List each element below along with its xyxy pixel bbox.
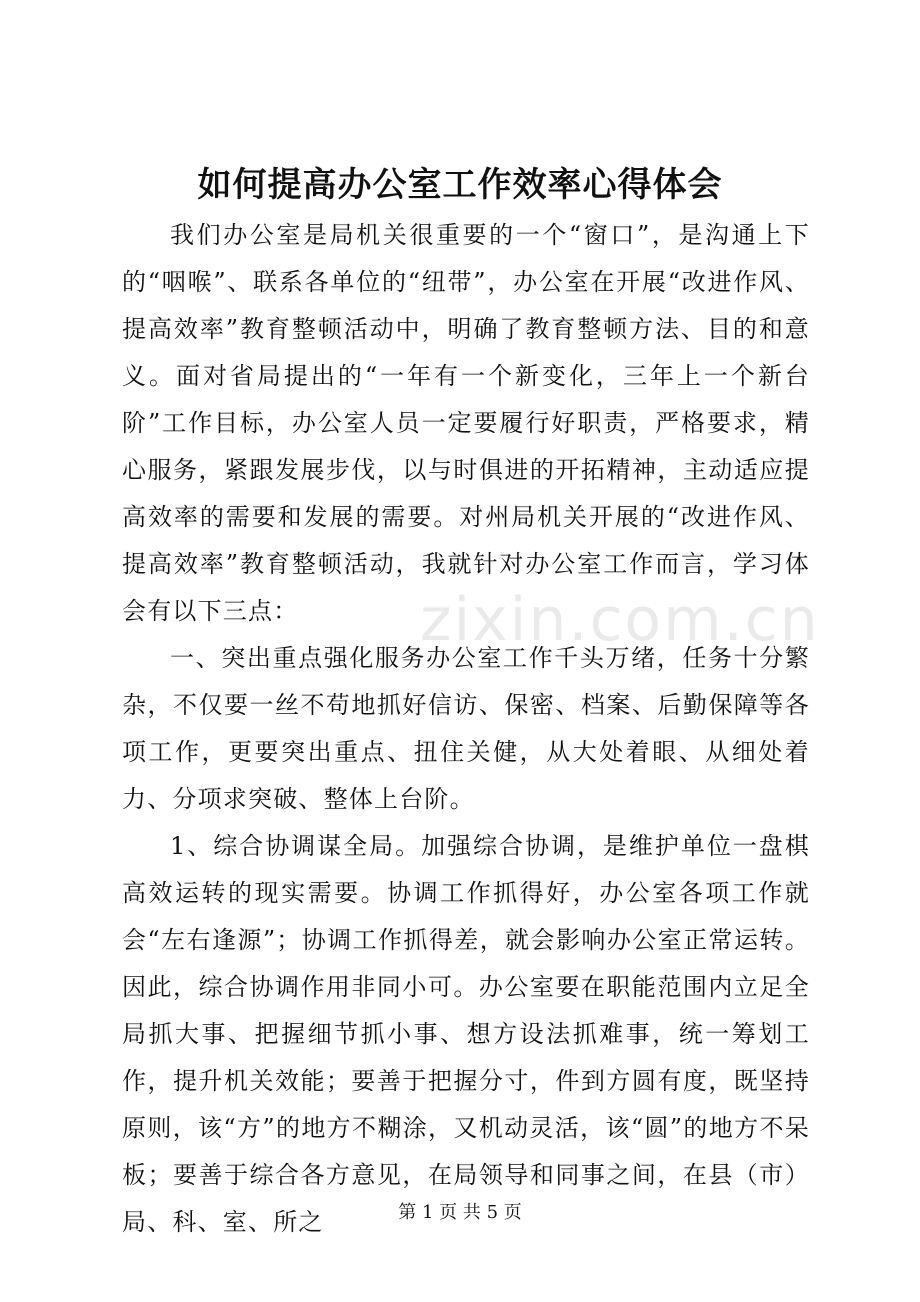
page-footer: 第 1 页 共 5 页 [398,1202,522,1223]
document-body [122,212,810,1246]
paragraph-section-one: 一、突出重点强化服务办公室工作千头万绪，任务十分繁杂，不仅要一丝不苟地抓好信访、保密、档案、后勤保障等各项工作，更要突出重点、扭住关健，从大处着眼、从细处着力、分项求突破、整体上台阶。 [122,644,810,813]
paragraph-point-one: 1、综合协调谋全局。加强综合协调，是维护单位一盘棋高效运转的现实需要。协调工作抓得好，办公室各项工作就会“左右逢源”；协调工作抓得差，就会影响办公室正常运转。因此，综合协调作用非同小可。办公室要在职能范围内立足全局抓大事、把握细节抓小事、想方设法抓难事，统一筹划工作，提升机关效能；要善于把握分寸，件到方圆有度，既坚持原则，该“方”的地方不糊涂，又机动灵活，该“圆”的地方不呆板；要善于综合各方意见，在局领导和同事之间，在县（市）局、科、室、所之 [122,832,810,1236]
paragraph-intro: 我们办公室是局机关很重要的一个“窗口”，是沟通上下的“咽喉”、联系各单位的“纽带”，办公室在开展“改进作风、提高效率”教育整顿活动中，明确了教育整顿方法、目的和意义。面对省局提出的“一年有一个新变化，三年上一个新台阶”工作目标，办公室人员一定要履行好职责，严格要求，精心服务，紧跟发展步伐，以与时俱进的开拓精神，主动适应提高效率的需要和发展的需要。对州局机关开展的“改进作风、提高效率”教育整顿活动，我就针对办公室工作而言，学习体会有以下三点： [122,221,810,625]
document-title: 如何提高办公室工作效率心得体会 [197,165,723,205]
watermark-text: zixin.com.cn [420,585,820,655]
